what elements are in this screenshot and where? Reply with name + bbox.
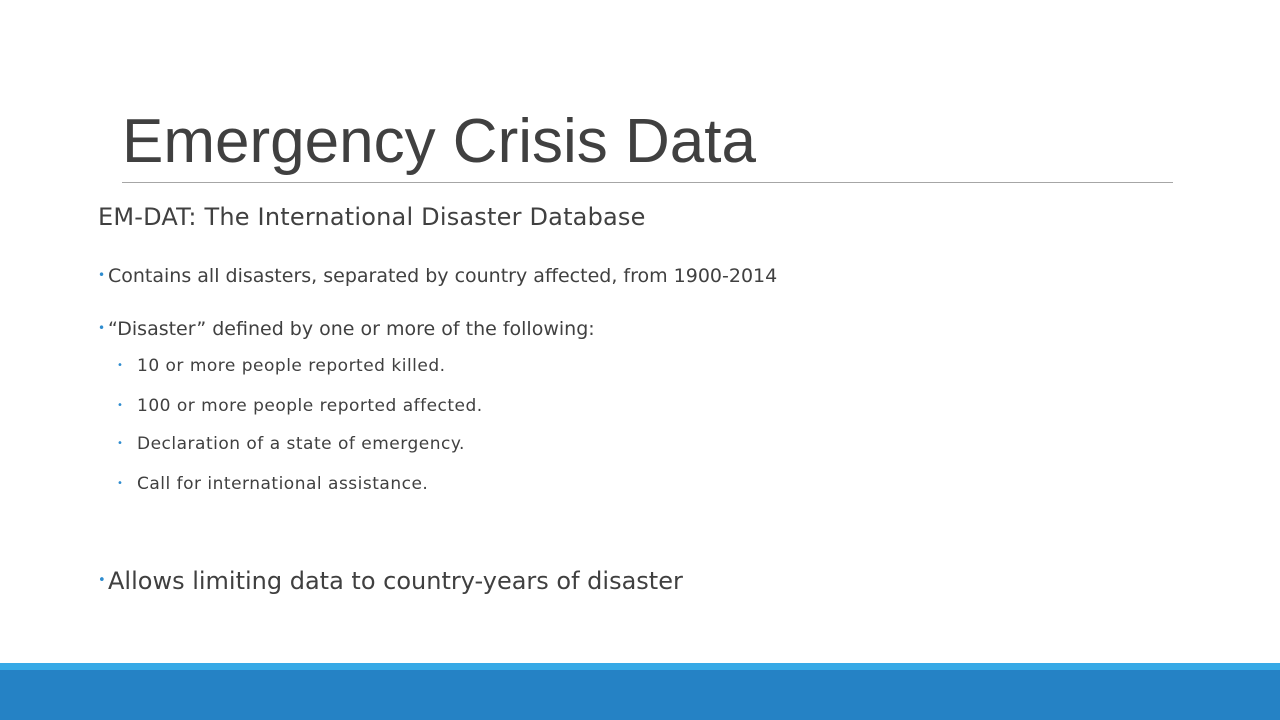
bullet-text: Allows limiting data to country-years of disaster [108, 567, 683, 595]
section-heading: EM-DAT: The International Disaster Database [98, 203, 646, 231]
bullet-item [98, 262, 777, 289]
sub-bullet-text: 100 or more people reported affected. [137, 396, 483, 416]
bullet-item [98, 315, 595, 342]
sub-bullet-text: 10 or more people reported killed. [137, 356, 446, 376]
bullet-text: “Disaster” defined by one or more of the following: [108, 318, 595, 340]
sub-bullet-text: Call for international assistance. [137, 474, 429, 494]
bullet-item [98, 565, 683, 597]
slide-title: Emergency Crisis Data [122, 107, 756, 176]
bullet-dot-icon: • [98, 573, 106, 588]
sub-bullet-item [117, 472, 428, 496]
bullet-dot-icon: • [117, 400, 123, 411]
sub-bullet-item [117, 394, 483, 418]
footer-accent-strip [0, 663, 1280, 670]
footer-bar [0, 670, 1280, 720]
bullet-dot-icon: • [117, 478, 123, 489]
sub-bullet-text: Declaration of a state of emergency. [137, 434, 465, 454]
title-divider [122, 182, 1173, 183]
bullet-dot-icon: • [98, 268, 106, 282]
bullet-dot-icon: • [117, 438, 123, 449]
sub-bullet-item [117, 432, 465, 456]
bullet-dot-icon: • [117, 360, 123, 371]
bullet-text: Contains all disasters, separated by country affected, from 1900-2014 [108, 265, 778, 287]
sub-bullet-item [117, 354, 446, 378]
bullet-dot-icon: • [98, 321, 106, 335]
